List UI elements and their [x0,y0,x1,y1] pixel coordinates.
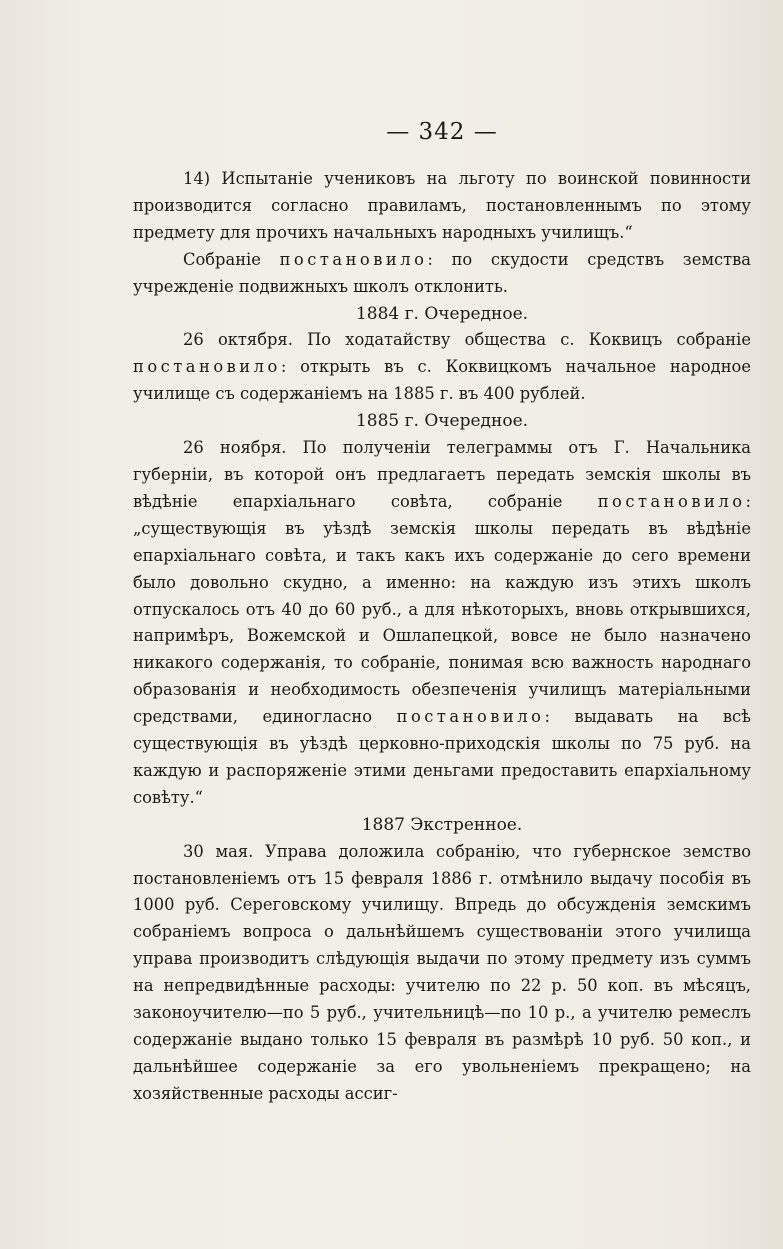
section-heading-1884: 1884 г. Очередное. [355,303,529,324]
paragraph-mobile-schools [133,247,751,301]
paragraph-seregovo-school: 30 мая. Управа доложила собранію, что губернское земство постановленіемъ отъ 15 февраля 1886 г. отмѣнило выдачу пособія въ 1000 руб. Сереговскому училищу. Впредь до обсужденія земскимъ собраніемъ вопроса о дальнѣйшемъ существованіи этого училища управа производитъ слѣдующія выдачи по этому предмету изъ суммъ на непредвидѣнные расходы: учителю по 22 р. 50 коп. въ мѣсяцъ, законоучителю—по 5 руб., учительницѣ—по 10 р., а учителю ремеслъ содержаніе выдано только 15 февраля въ размѣрѣ 10 руб. 50 коп., и дальнѣйшее содержаніе за его увольненіемъ прекращено; на хозяйственные расходы ассиг- [133,841,751,1103]
paragraph-rest: : открыть въ с. Коквицкомъ начальное народное училище съ содержаніемъ на 1885 г. въ 400 рублей. [133,357,751,404]
paragraph-pre: Собраніе [183,249,280,269]
paragraph-eparchial-council [133,435,751,812]
page-number: — 342 — [386,119,498,145]
section-heading-1885: 1885 г. Очередное. [355,411,529,432]
spaced-word: постановило [133,357,281,377]
spaced-word: постановило [396,707,545,727]
paragraph-rest: : по скудости средствъ земства учрежденіе подвижныхъ школъ отклонить. [133,249,751,296]
paragraph-pre: 26 октября. По ходатайству общества с. Коквицъ собраніе [183,330,751,350]
spaced-word: постановило [597,491,746,511]
paragraph-middle: : „существующія въ уѣздѣ земскія школы передать въ вѣдѣніе епархіальнаго совѣта, и такъ какъ ихъ содержаніе до сего времени было довольно скудно, а именно: на каждую изъ этихъ школъ отпускалось отъ 40 до 60 руб., а для нѣкоторыхъ, вновь открывшихся, напримѣръ, Вожемской и Ошлапецкой, вовсе не было назначено никакого содержанія, то собраніе, понимая всю важность народнаго образованія и необходимость обезпеченія училищъ матеріальными средствами, единогласно [133,491,751,727]
section-heading-1887: 1887 Экстренное. [361,814,523,835]
page-text [133,112,751,1108]
paragraph-pre: 26 ноября. По полученіи телеграммы отъ Г. Начальника губерніи, въ которой онъ предлагаетъ передать земскія школы въ вѣдѣніе епархіальнаго совѣта, собраніе [133,438,751,511]
paragraph-rest: : выдавать на всѣ существующія въ уѣздѣ церковно-приходскія школы по 75 руб. на каждую и распоряженіе этими деньгами предоставить епархіальному совѣту.“ [133,707,751,807]
spaced-word: постановило [279,249,428,269]
paragraph-kokvits [133,327,751,408]
paragraph-14-exams: 14) Испытаніе учениковъ на льготу по воинской повинности производится согласно правиламъ, постановленнымъ по этому предмету для прочихъ начальныхъ народныхъ училищъ.“ [133,169,751,242]
